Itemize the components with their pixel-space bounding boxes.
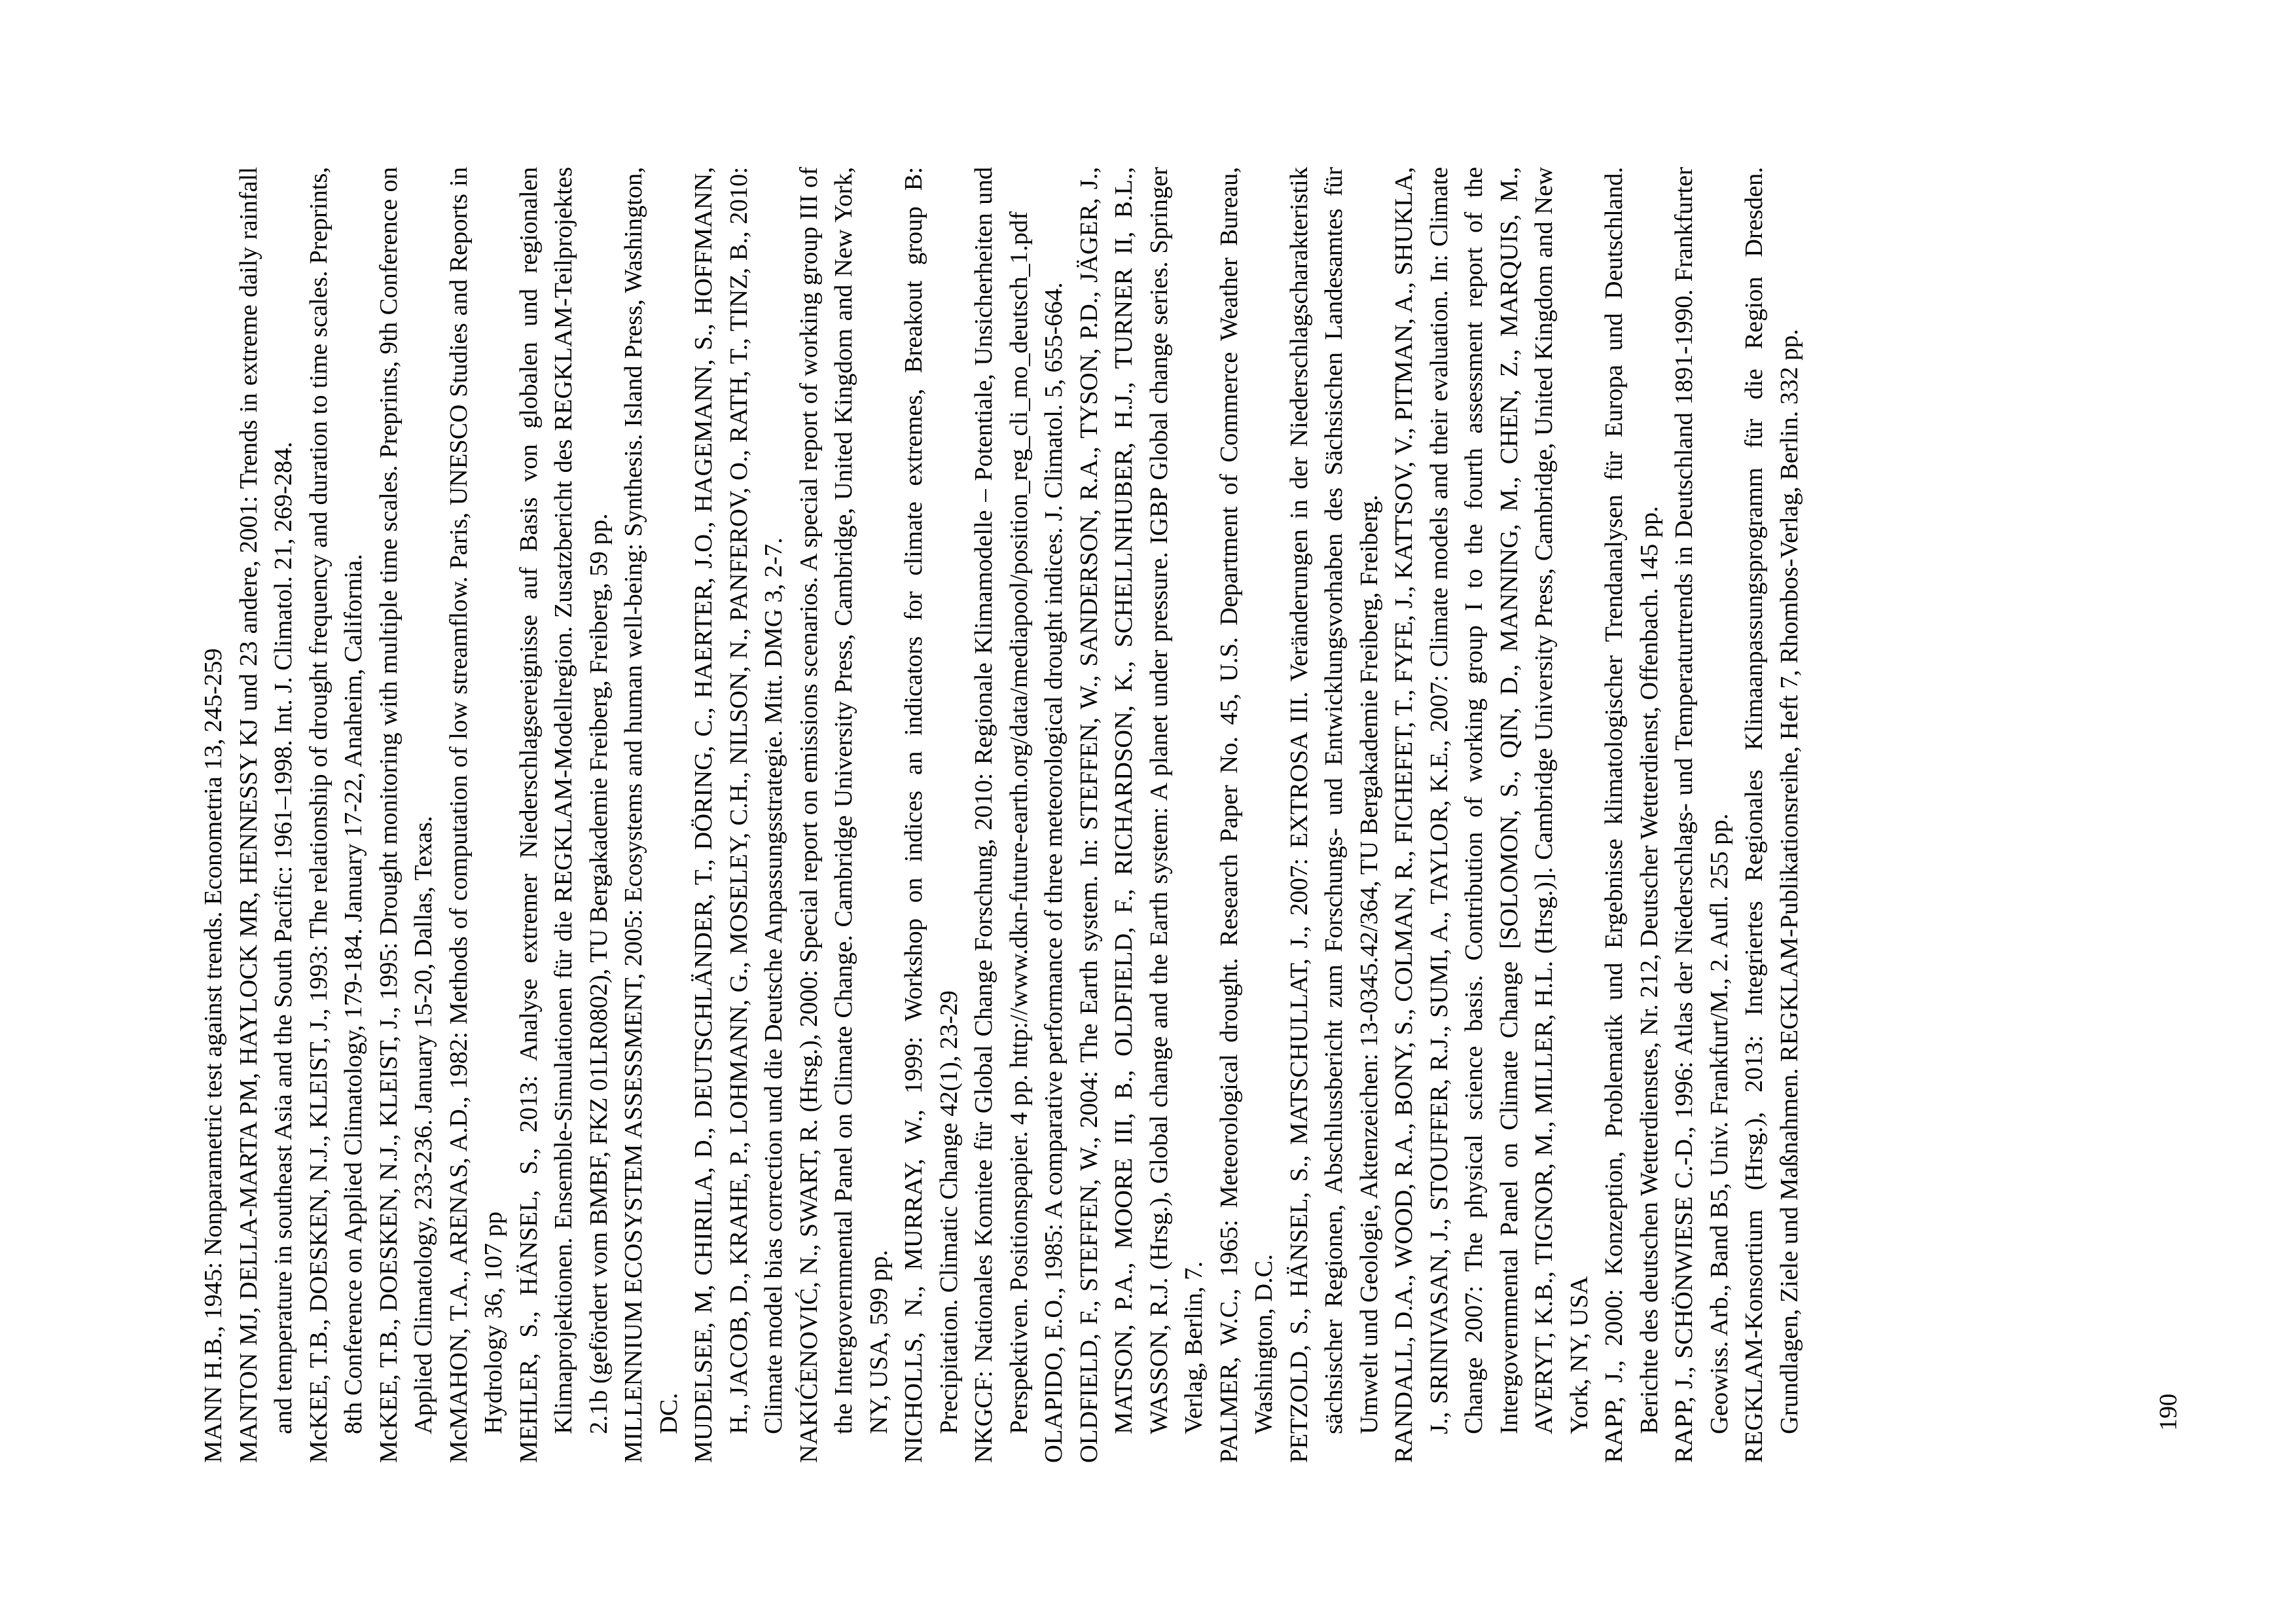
reference-list-container: [196, 167, 2258, 1463]
reference-entry: McKEE, T.B., DOESKEN, N.J., KLEIST, J., 1995: Drought monitoring with multiple time scales. Preprints, 9th Conference on Applied Climatology, 233-236. January 15-20, Dallas, Texas.: [374, 167, 437, 1463]
reference-entry: OLDFIELD, F., STEFFEN, W., 2004: The Earth system. In: STEFFEN, W., SANDERSON, R.A., TYSON, P.D., JÄGER, J., MATSON, P.A., MOORE III, B., OLDFIELD, F., RICHARDSON, K., SCHELLNHUBER, H.J., TURNER II, B.L., WASSON, R.J. (Hrsg.), Global change and the Earth system: A planet under pressure. IGBP Global change series. Springer Verlag, Berlin, 7.: [1075, 167, 1208, 1463]
reference-entry: MEHLER, S., HÄNSEL, S., 2013: Analyse extremer Niederschlagsereignisse auf Basis von globalen und regionalen Klimaprojektionen. Ensemble-Simulationen für die REGKLAM-Modellregion. Zusatzbericht des REGKLAM-Teilprojektes 2.1b (gefördert vom BMBF, FKZ 01LR0802), TU Bergakademie Freiberg, Freiberg, 59 pp.: [514, 167, 613, 1463]
reference-entry: RANDALL, D.A., WOOD, R.A., BONY, S., COLMAN, R., FICHEFET, T., FYFE, J., KATTSOV, V., PITMAN, A., SHUKLA, J., SRINIVASAN, J., STOUFFER, R.J., SUMI, A., TAYLOR, K.E., 2007: Climate models and their evaluation. In: Climate Change 2007: The physical science basis. Contribution of working group I to the fourth assessment report of the Intergovernmental Panel on Climate Change [SOLOMON, S., QIN, D., MANNING, M., CHEN, Z., MARQUIS, M., AVERYT, K.B., TIGNOR, M., MILLER, H.L. (Hrsg.)]. Cambridge University Press, Cambridge, United Kingdom and New York, NY, USA: [1390, 167, 1593, 1463]
reference-entry: OLAPIDO, E.O., 1985: A comparative performance of three meteorological drought indices. J. Climatol. 5, 655-664.: [1040, 282, 1067, 1463]
reference-entry: MANTON MJ, DELLA-MARTA PM, HAYLOCK MR, HENNESSY KJ und 23 andere, 2001: Trends in extreme daily rainfall and temperature in southeast Asia and the South Pacific: 1961–1998. Int. J. Climatol. 21, 269-284.: [234, 167, 297, 1463]
reference-entry: McMAHON, T.A., ARENAS, A.D., 1982: Methods of computation of low streamflow. Paris, UNESCO Studies and Reports in Hydrology 36, 107 pp: [444, 167, 507, 1463]
reference-entry: PETZOLD, S., HÄNSEL, S., MATSCHULLAT, J., 2007: EXTROSA III. Veränderungen in der Niederschlagscharakteristik sächsischer Regionen, Abschlussbericht zum Forschungs- und Entwicklungsvorhaben des Sächsischen Landesamtes für Umwelt und Geologie, Aktenzeichen: 13-0345.42/364, TU Bergakademie Freiberg, Freiberg.: [1285, 167, 1383, 1463]
reference-entry: NICHOLLS, N., MURRAY, W., 1999: Workshop on indices an indicators for climate extremes, Breakout group B: Precipitation. Climatic Change 42(1), 23-29: [900, 167, 963, 1463]
reference-list: [196, 167, 1807, 1463]
reference-entry: NAKIĆENOVIĆ, N., SWART, R. (Hrsg.), 2000: Special report on emissions scenarios. A special report of working group III of the Intergovernmental Panel on Climate Change. Cambridge University Press, Cambridge, United Kingdom and New York, NY, USA, 599 pp.: [795, 167, 893, 1463]
reference-entry: MANN H.B., 1945: Nonparametric test against trends. Econometria 13, 245-259: [200, 648, 227, 1463]
reference-entry: PALMER, W.C., 1965: Meteorological drought. Research Paper No. 45, U.S. Department of Commerce Weather Bureau, Washington, D.C.: [1215, 167, 1278, 1463]
page-number: 190: [2155, 1394, 2182, 1431]
reference-entry: MILLENNIUM ECOSYSTEM ASSESSMENT, 2005: Ecosystems and human well-being: Synthesis. Island Press, Washington, DC.: [620, 167, 683, 1463]
reference-entry: REGKLAM-Konsortium (Hrsg.), 2013: Integriertes Regionales Klimaanpassungsprogramm für die Region Dresden. Grundlagen, Ziele und Maßnahmen. REGKLAM-Publikationsreihe, Heft 7, Rhombos-Verlag, Berlin. 332 pp.: [1740, 167, 1803, 1463]
reference-entry: McKEE, T.B., DOESKEN, N.J., KLEIST, J., 1993: The relationship of drought frequency and duration to time scales. Preprints, 8th Conference on Applied Climatology, 179-184. January 17-22, Anaheim, California.: [304, 167, 367, 1463]
reference-entry: NKGCF: Nationales Komitee für Global Change Forschung, 2010: Regionale Klimamodelle – Potentiale, Unsicherheiten und Perspektiven. Positionspapier. 4 pp. http://www.dkn-future-earth.org/data/mediapool/position_reg_cli_mo_deutsch_1.pdf: [970, 167, 1033, 1463]
reference-entry: MUDELSEE, M, CHIRILA, D., DEUTSCHLÄNDER, T., DÖRING, C., HAERTER, J.O., HAGEMANN, S., HOFFMANN, H., JACOB, D., KRAHE, P., LOHMANN, G., MOSELEY, C.H., NILSON, N., PANFEROV, O., RATH, T., TINZ, B., 2010: Climate model bias correction und die Deutsche Anpassungsstrategie. Mitt. DMG 3, 2-7.: [690, 167, 787, 1463]
reference-entry: RAPP, J., SCHÖNWIESE C.-D., 1996: Atlas der Niederschlags- und Temperaturtrends in Deutschland 1891-1990. Frankfurter Geowiss. Arb., Band B5, Univ. Frankfurt/M., 2. Aufl. 255 pp.: [1670, 167, 1733, 1463]
reference-entry: RAPP, J., 2000: Konzeption, Problematik und Ergebnisse klimatologischer Trendanalysen für Europa und Deutschland. Berichte des deutschen Wetterdienstes, Nr. 212, Deutscher Wetterdienst, Offenbach. 145 pp.: [1600, 167, 1663, 1463]
